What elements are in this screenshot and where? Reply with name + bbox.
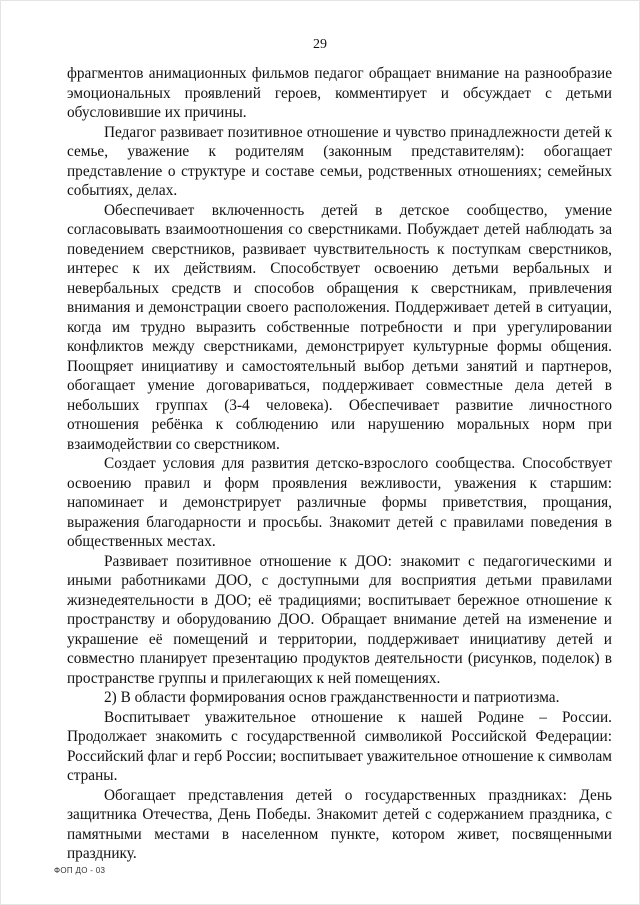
paragraph: Воспитывает уважительное отношение к нашей Родине – России. Продолжает знакомить с государственной символикой Российской Федерации: Российский флаг и герб России; воспитывает уважительное отношение к символам страны. xyxy=(67,708,612,784)
body-text xyxy=(67,64,612,864)
page-number: 29 xyxy=(313,37,327,52)
paragraph: Развивает позитивное отношение к ДОО: знакомит с педагогическими и иными работниками ДОО, с доступными для восприятия детьми правилами жизнедеятельности в ДОО; её традициями; воспитывает бережное отношение к пространству и оборудованию ДОО. Обращает внимание детей на изменение и украшение её помещений и территории, поддерживает инициативу детей и совместно планирует презентацию продуктов деятельности (рисунков, поделок) в пространстве группы и прилегающих к ней помещениях. xyxy=(67,552,612,687)
paragraph: Обеспечивает включенность детей в детское сообщество, умение согласовывать взаимоотношения со сверстниками. Побуждает детей наблюдать за поведением сверстников, развивает чувствительность к поступкам сверстников, интерес к их действиям. Способствует освоению детьми вербальных и невербальных средств и способов обращения к сверстникам, привлечения внимания и демонстрации своего расположения. Поддерживает детей в ситуации, когда им трудно выразить собственные потребности и при урегулировании конфликтов между сверстниками, демонстрирует культурные формы общения. Поощряет инициативу и самостоятельный выбор детьми занятий и партнеров, обогащает умение договариваться, поддерживает совместные дела детей в небольших группах (3-4 человека). Обеспечивает развитие личностного отношения ребёнка к соблюдению или нарушению моральных норм при взаимодействии со сверстником. xyxy=(67,201,612,453)
paragraph: Педагог развивает позитивное отношение и чувство принадлежности детей к семье, уважение к родителям (законным представителям): обогащает представление о структуре и составе семьи, родственных отношениях; семейных событиях, делах. xyxy=(67,123,612,199)
section-heading: 2) В области формирования основ гражданственности и патриотизма. xyxy=(104,689,560,706)
paragraph: фрагментов анимационных фильмов педагог обращает внимание на разнообразие эмоциональных проявлений героев, комментирует и обсуждает с детьми обусловившие их причины. xyxy=(67,65,612,121)
paragraph: Создает условия для развития детско-взрослого сообщества. Способствует освоению правил и форм проявления вежливости, уважения к старшим: напоминает и демонстрирует различные формы приветствия, прощания, выражения благодарности и просьбы. Знакомит детей с правилами поведения в общественных местах. xyxy=(67,455,612,550)
paragraph: Обогащает представления детей о государственных праздниках: День защитника Отечества, День Победы. Знакомит детей с содержанием праздника, с памятными местами в населенном пункте, котором живет, посвященными празднику. xyxy=(67,786,612,862)
footer-code: ФОП ДО - 03 xyxy=(54,866,106,875)
